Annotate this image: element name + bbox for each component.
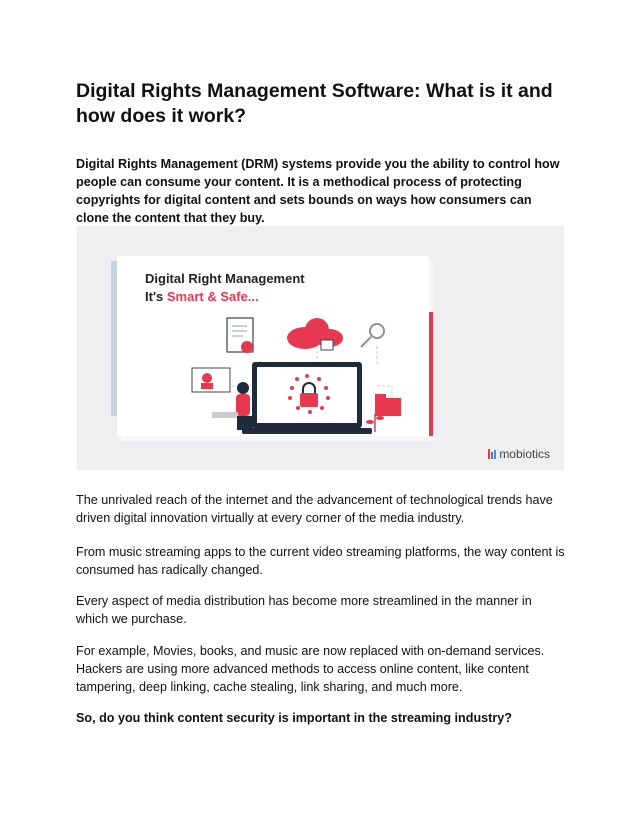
brand-name: mobiotics (499, 447, 550, 461)
subheading-highlight: Smart & Safe... (166, 289, 259, 304)
lead-paragraph: Digital Rights Management (DRM) systems provide you the ability to control how people can consume your content. It is a methodical process of protecting copyrights for digital content and sets bounds on ways how consumers can clone the content that they buy. (76, 157, 560, 225)
drm-illustration (77, 226, 564, 470)
paragraph-1: The unrivaled reach of the internet and the advancement of technological trends have driven digital innovation virtually at every corner of the media industry. (76, 493, 553, 525)
illustration-graphics (77, 226, 564, 470)
brand-logo-mark (488, 449, 496, 459)
cloud-lock-icon (287, 318, 343, 350)
paragraph-3: Every aspect of media distribution has become more streamlined in the manner in which we purchase. (76, 594, 532, 626)
page-title: Digital Rights Management Software: What is it and how does it work? (76, 80, 553, 127)
user-profile-icon (192, 368, 230, 392)
paragraph-4: For example, Movies, books, and music are now replaced with on-demand services. Hackers are using more advanced methods to access online content, like content tampering, deep linking, cache stealing, link sharing, and much more. (76, 644, 545, 694)
brand-logo (488, 447, 550, 461)
laptop-lock-icon (242, 362, 372, 434)
paragraph-2: From music streaming apps to the current video streaming platforms, the way content is consumed has radically changed. (76, 545, 565, 577)
illustration-heading: Digital Right Management (145, 271, 305, 286)
key-icon (361, 324, 384, 347)
subheading-prefix: It's (145, 289, 167, 304)
closing-question: So, do you think content security is important in the streaming industry? (76, 711, 512, 725)
document-icon (227, 318, 253, 353)
folder-icon (375, 394, 401, 416)
